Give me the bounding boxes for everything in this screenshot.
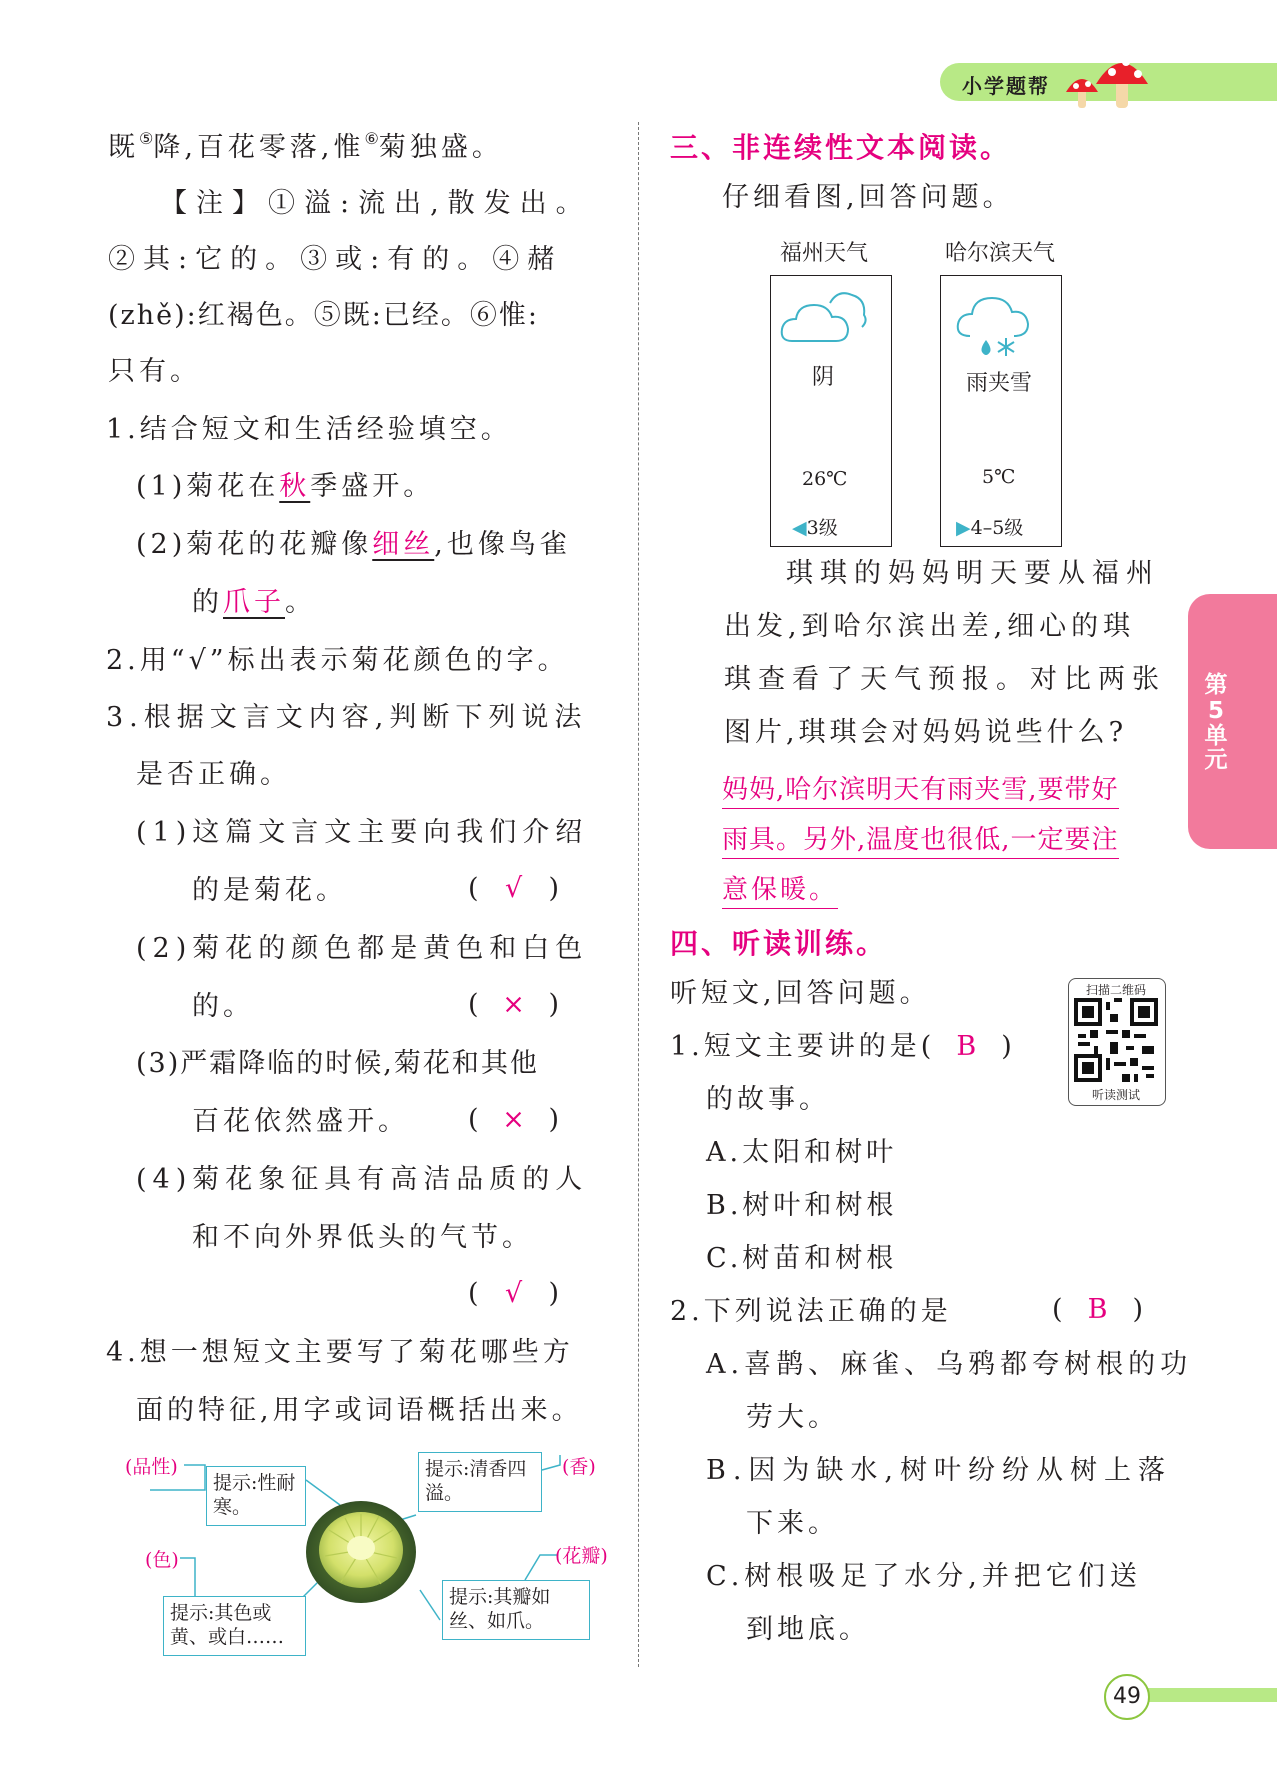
weather-city: 哈尔滨天气: [945, 241, 1056, 266]
option: A.太阳和树叶: [706, 1137, 898, 1168]
question-4: 4.想一想短文主要写了菊花哪些方: [106, 1337, 574, 1368]
statement-3-cont: 百花依然盛开。: [192, 1106, 409, 1137]
statement-3: (3)严霜降临的时候,菊花和其他: [136, 1048, 539, 1079]
option: C.树苗和树根: [706, 1243, 898, 1274]
note-line: ②其:它的。③或:有的。④赭: [108, 244, 563, 275]
header-brand: 小学题帮: [962, 74, 1050, 98]
question-1: 1.结合短文和生活经验填空。: [106, 414, 512, 445]
diagram-tag: (色): [145, 1549, 179, 1571]
diagram-hint: 提示:清香四溢。: [418, 1452, 542, 1512]
question-4-cont: 面的特征,用字或词语概括出来。: [136, 1395, 583, 1426]
note-line: (zhě):红褐色。⑤既:已经。⑥惟:: [108, 300, 539, 331]
listen-question-2: 2.下列说法正确的是: [670, 1296, 952, 1327]
answer-line: 雨具。另外,温度也很低,一定要注: [722, 819, 1119, 859]
option-cont: 到地底。: [746, 1614, 870, 1645]
option: B.树叶和树根: [706, 1190, 898, 1221]
answer: 爪子: [223, 587, 285, 618]
answer-paren: ( √ ): [468, 1278, 560, 1309]
diagram-hint: 提示:其色或黄、或白……: [163, 1596, 306, 1656]
answer-paren: ( × ): [468, 1104, 560, 1135]
option: C.树根吸足了水分,并把它们送: [706, 1561, 1142, 1592]
question-2: 2.用“√”标出表示菊花颜色的字。: [106, 645, 569, 676]
diagram-tag: (香): [562, 1456, 596, 1478]
chrysanthemum-image: [305, 1500, 417, 1604]
diagram-connectors: [0, 0, 640, 1700]
section-3-intro: 仔细看图,回答问题。: [722, 182, 1014, 213]
statement-4-cont: 和不向外界低头的气节。: [192, 1222, 533, 1253]
passage-line: 图片,琪琪会对妈妈说些什么?: [724, 717, 1128, 748]
statement-4: (4)菊花象征具有高洁品质的人: [136, 1164, 589, 1195]
qr-code-icon: [1074, 998, 1158, 1082]
unit-tab-line1: 第: [1204, 672, 1228, 698]
option-cont: 下来。: [746, 1508, 839, 1539]
weather-temp: 26℃: [802, 468, 848, 490]
diagram-tag: (品性): [125, 1456, 178, 1478]
footer-bar: [1130, 1688, 1277, 1702]
answer: 秋: [279, 471, 311, 502]
answer-paren: ( √ ): [468, 873, 560, 904]
wind-arrow-icon: ◀: [792, 517, 807, 539]
answer: 细丝: [372, 529, 435, 560]
qr-caption-top: 扫描二维码: [1085, 983, 1146, 997]
cloud-icon: [778, 285, 870, 347]
weather-wind: ▶4–5级: [956, 517, 1024, 539]
passage-line: 琪查看了天气预报。对比两张: [724, 664, 1166, 695]
mushroom-icon: [1060, 44, 1150, 114]
unit-tab-line2: 5: [1207, 698, 1224, 724]
listen-question-1-cont: 的故事。: [706, 1084, 830, 1115]
section-4-title: 四、听读训练。: [670, 927, 888, 960]
diagram-tag: (花瓣): [555, 1545, 608, 1567]
option: B.因为缺水,树叶纷纷从树上落: [706, 1455, 1173, 1486]
sleet-icon: [952, 290, 1048, 360]
statement-1: (1)这篇文言文主要向我们介绍: [136, 817, 589, 848]
note-line: 只有。: [108, 356, 201, 387]
question-1-1: (1)菊花在秋季盛开。: [136, 471, 435, 502]
weather-condition: 阴: [812, 365, 835, 390]
question-3-cont: 是否正确。: [136, 759, 291, 790]
section-4-intro: 听短文,回答问题。: [670, 978, 931, 1009]
weather-city: 福州天气: [780, 241, 869, 266]
answer-line: 意保暖。: [722, 869, 838, 909]
statement-1-cont: 的是菊花。: [192, 875, 347, 906]
diagram-hint: 提示:其瓣如丝、如爪。: [442, 1580, 590, 1640]
weather-temp: 5℃: [982, 466, 1016, 488]
listen-question-1: 1.短文主要讲的是( B ): [670, 1029, 1016, 1065]
note-line: 【注】①溢:流出,散发出。: [160, 188, 592, 219]
wind-arrow-icon: ▶: [956, 517, 971, 539]
answer: B: [956, 1031, 981, 1062]
answer-paren: ( × ): [468, 989, 560, 1020]
qr-caption-bottom: 听读测试: [1091, 1088, 1140, 1102]
passage-line: 琪琪的妈妈明天要从福州: [786, 558, 1160, 589]
unit-tab-line3: 单元: [1204, 723, 1228, 773]
diagram-hint: 提示:性耐寒。: [206, 1466, 306, 1526]
statement-2-cont: 的。: [192, 991, 254, 1022]
question-1-2: (2)菊花的花瓣像细丝,也像鸟雀: [136, 529, 571, 560]
option-cont: 劳大。: [746, 1402, 839, 1433]
page-number: 49: [1104, 1674, 1150, 1720]
weather-wind: ◀3级: [792, 517, 838, 539]
answer-line: 妈妈,哈尔滨明天有雨夹雪,要带好: [722, 769, 1119, 809]
statement-2: (2)菊花的颜色都是黄色和白色: [136, 933, 589, 964]
weather-condition: 雨夹雪: [966, 371, 1033, 396]
option: A.喜鹊、麻雀、乌鸦都夸树根的功: [706, 1349, 1193, 1380]
question-3: 3.根据文言文内容,判断下列说法: [106, 702, 588, 733]
section-3-title: 三、非连续性文本阅读。: [670, 131, 1012, 164]
question-1-2-cont: 的爪子。: [192, 587, 316, 618]
answer-paren: ( B ): [1052, 1294, 1144, 1325]
text-line: 既⑤降,百花零落,惟⑥菊独盛。: [108, 129, 503, 163]
unit-tab-label: [1196, 672, 1236, 772]
passage-line: 出发,到哈尔滨出差,细心的琪: [724, 611, 1136, 642]
